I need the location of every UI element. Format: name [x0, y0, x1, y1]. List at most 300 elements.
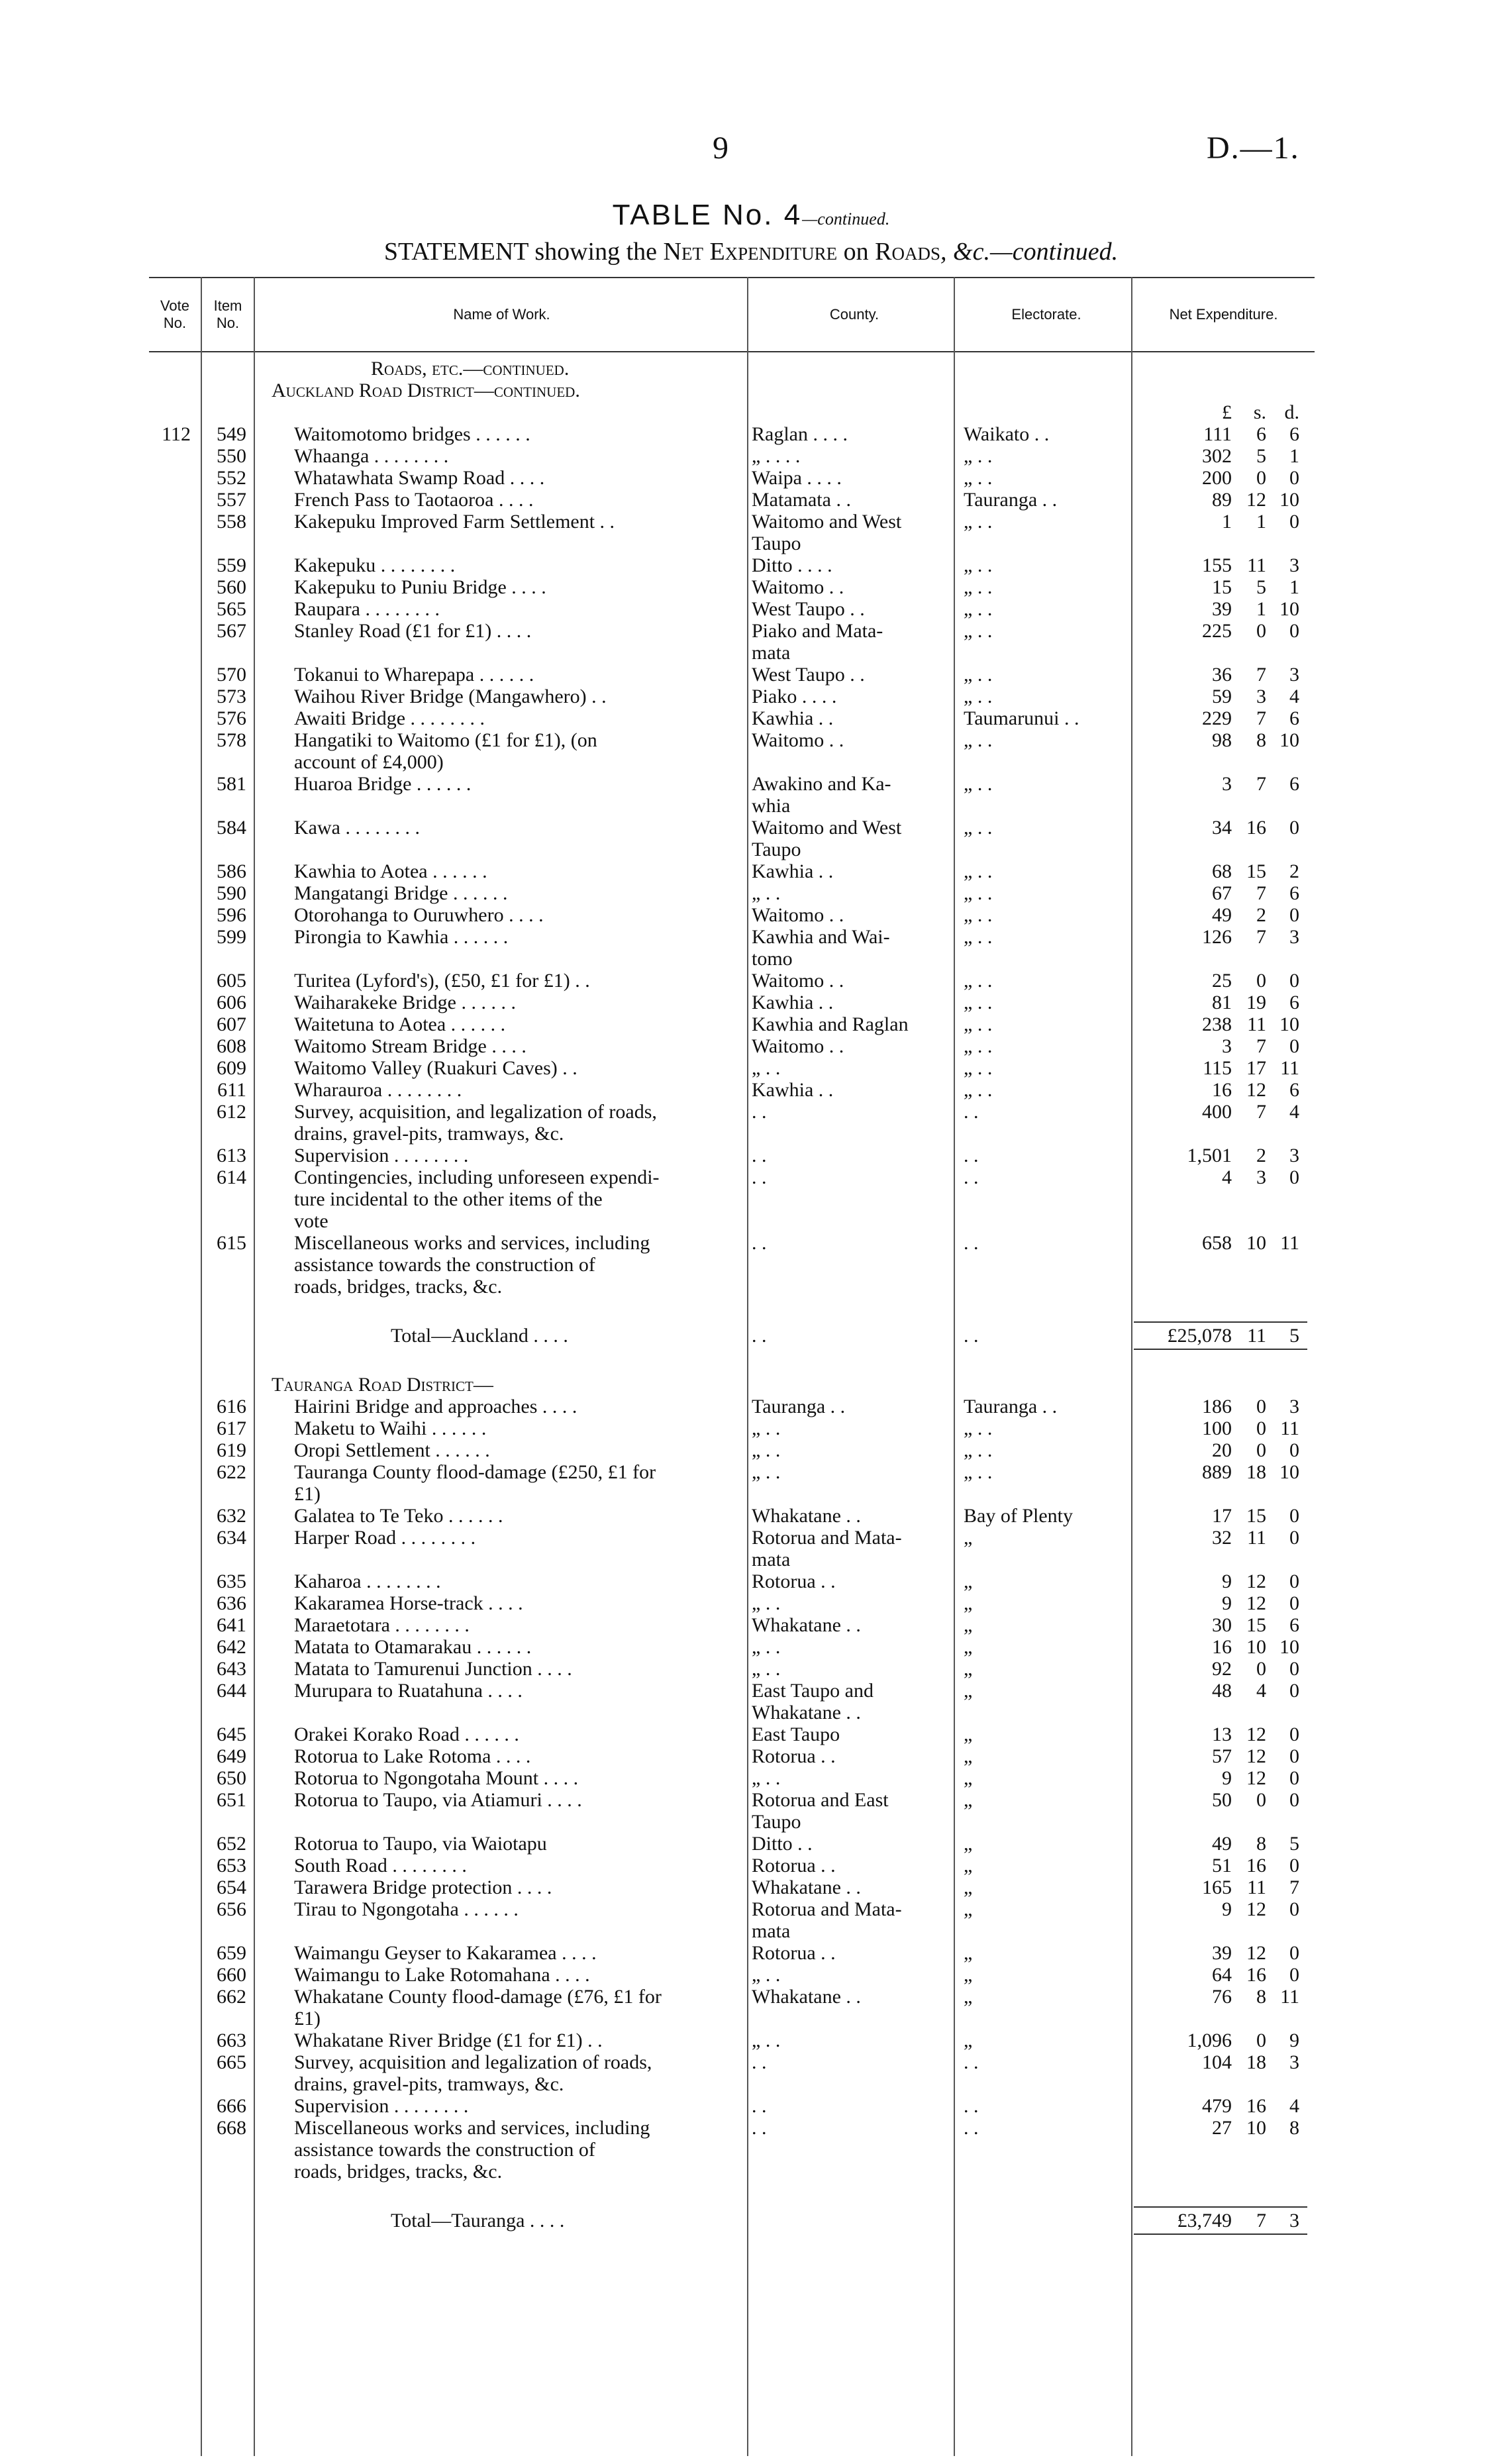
table-row [0, 1570, 1502, 1592]
item-number: 557 [217, 489, 246, 511]
pounds-cell: 34 [1212, 817, 1232, 839]
county-cell: Waitomo . . [752, 1035, 844, 1057]
county-cell: „ . . [752, 1592, 781, 1614]
work-name: Orakei Korako Road . . . . . . [294, 1723, 519, 1745]
pounds-cell: 98 [1212, 729, 1232, 751]
pounds-cell: 9 [1222, 1767, 1232, 1789]
table-row [0, 1898, 1502, 1920]
table-row [0, 1188, 1502, 1210]
county-cell: Whakatane . . [752, 1986, 861, 2008]
table-row [0, 882, 1502, 904]
electorate-cell: „ . . [964, 1035, 993, 1057]
pounds-cell: 16 [1212, 1636, 1232, 1658]
item-number: 608 [217, 1035, 246, 1057]
table-row [0, 1276, 1502, 1298]
pence-cell: 8 [1289, 2117, 1299, 2139]
pence-cell: 6 [1289, 707, 1299, 729]
work-name: Rotorua to Ngongotaha Mount . . . . [294, 1767, 579, 1789]
item-number: 578 [217, 729, 246, 751]
pounds-cell: 16 [1212, 1079, 1232, 1101]
item-number: 635 [217, 1570, 246, 1592]
table-row [0, 2117, 1502, 2139]
electorate-cell: „ . . [964, 970, 993, 992]
work-name: Kawhia to Aotea . . . . . . [294, 860, 487, 882]
shillings-cell: 12 [1246, 489, 1266, 511]
item-number: 652 [217, 1833, 246, 1855]
shillings-cell: 3 [1256, 1166, 1266, 1188]
shillings-cell: 0 [1256, 2029, 1266, 2051]
table-body [0, 358, 1502, 2237]
electorate-cell: . . [964, 2095, 979, 2117]
pence-cell: 10 [1279, 729, 1299, 751]
pence-cell: 3 [1289, 554, 1299, 576]
electorate-cell: . . [964, 1145, 979, 1166]
item-number: 581 [217, 773, 246, 795]
electorate-cell: „ [964, 1723, 973, 1745]
table-row [0, 423, 1502, 445]
county-cell: East Taupo and [752, 1680, 874, 1702]
item-number: 649 [217, 1745, 246, 1767]
work-name: Otorohanga to Ouruwhero . . . . [294, 904, 544, 926]
county-cell: Kawhia . . [752, 992, 834, 1013]
electorate-cell: „ [964, 2029, 973, 2051]
pence-cell: 3 [1289, 664, 1299, 686]
item-number: 644 [217, 1680, 246, 1702]
electorate-cell: „ . . [964, 882, 993, 904]
statement-on: on [843, 238, 869, 266]
pounds-cell: 658 [1202, 1232, 1232, 1254]
table-row [0, 467, 1502, 489]
shillings-cell: 12 [1246, 1745, 1266, 1767]
county-cell: Waitomo . . [752, 729, 844, 751]
county-cell: . . [752, 1166, 767, 1188]
electorate-cell: „ . . [964, 1013, 993, 1035]
item-number: 622 [217, 1461, 246, 1483]
header-name-of-work: Name of Work. [453, 306, 550, 323]
work-name: Matata to Tamurenui Junction . . . . [294, 1658, 572, 1680]
pounds-cell: 49 [1212, 1833, 1232, 1855]
item-number: 663 [217, 2029, 246, 2051]
shillings-cell: 8 [1256, 1986, 1266, 2008]
work-name: Maketu to Waihi . . . . . . [294, 1417, 487, 1439]
pounds-cell: 126 [1202, 926, 1232, 948]
table-row [0, 1166, 1502, 1188]
pounds-cell: 32 [1212, 1527, 1232, 1549]
table-row [0, 1986, 1502, 2008]
table-row [0, 642, 1502, 664]
pence-cell: 1 [1289, 576, 1299, 598]
pence-cell: 3 [1289, 2051, 1299, 2073]
currency-header-row [0, 401, 1502, 423]
item-number: 634 [217, 1527, 246, 1549]
electorate-cell: „ [964, 1614, 973, 1636]
table-row [0, 620, 1502, 642]
pence-cell: 0 [1289, 1964, 1299, 1986]
table-row [0, 1702, 1502, 1723]
pence-cell: 0 [1289, 511, 1299, 533]
pounds-cell: 9 [1222, 1592, 1232, 1614]
county-cell: Waitomo and West [752, 511, 902, 533]
pence-cell: 4 [1289, 1101, 1299, 1123]
document-reference: D.—1. [1207, 130, 1300, 166]
rule-line [1134, 2233, 1307, 2235]
shillings-cell: 6 [1256, 423, 1266, 445]
work-name: £1) [294, 1483, 321, 1505]
shillings-cell: 0 [1256, 1396, 1266, 1417]
electorate-cell: . . [964, 2051, 979, 2073]
table-row [0, 1505, 1502, 1527]
county-cell: Rotorua and Mata- [752, 1527, 902, 1549]
item-number: 615 [217, 1232, 246, 1254]
item-number: 612 [217, 1101, 246, 1123]
work-name: Mangatangi Bridge . . . . . . [294, 882, 508, 904]
work-name: £1) [294, 2008, 321, 2029]
electorate-cell: Tauranga . . [964, 1396, 1058, 1417]
county-cell: Ditto . . [752, 1833, 813, 1855]
county-cell: Taupo [752, 839, 801, 860]
pounds-cell: 111 [1203, 423, 1232, 445]
work-name: Survey, acquisition and legalization of roads, [294, 2051, 652, 2073]
shillings-cell: 7 [1256, 707, 1266, 729]
county-cell: . . [752, 1232, 767, 1254]
county-cell: . . [752, 2051, 767, 2073]
county-cell: mata [752, 642, 791, 664]
pounds-cell: 165 [1202, 1876, 1232, 1898]
electorate-cell: . . [964, 1166, 979, 1188]
item-number: 616 [217, 1396, 246, 1417]
pounds-cell: 39 [1212, 598, 1232, 620]
pounds-cell: 15 [1212, 576, 1232, 598]
table-row [0, 1549, 1502, 1570]
table-row [0, 1417, 1502, 1439]
county-cell: Whakatane . . [752, 1702, 861, 1723]
work-name: Maraetotara . . . . . . . . [294, 1614, 470, 1636]
table-row [0, 1396, 1502, 1417]
total-row [0, 1325, 1502, 1347]
work-name: Waitetuna to Aotea . . . . . . [294, 1013, 506, 1035]
pence-cell: 2 [1289, 860, 1299, 882]
pence-cell: 10 [1279, 598, 1299, 620]
item-number: 550 [217, 445, 246, 467]
electorate-cell: „ [964, 1592, 973, 1614]
item-number: 665 [217, 2051, 246, 2073]
shillings-cell: 15 [1246, 1614, 1266, 1636]
county-cell: tomo [752, 948, 793, 970]
shillings-cell: 10 [1246, 1232, 1266, 1254]
shillings-cell: 7 [1256, 1101, 1266, 1123]
pence-cell: 10 [1279, 1013, 1299, 1035]
electorate-cell: „ . . [964, 664, 993, 686]
item-number: 614 [217, 1166, 246, 1188]
county-cell: Raglan . . . . [752, 423, 848, 445]
work-name: Kakepuku . . . . . . . . [294, 554, 456, 576]
table-row [0, 1811, 1502, 1833]
table-row [0, 1942, 1502, 1964]
electorate-cell: „ . . [964, 1461, 993, 1483]
county-cell: whia [752, 795, 791, 817]
work-name: Tokanui to Wharepapa . . . . . . [294, 664, 534, 686]
shillings-cell: 7 [1256, 1035, 1266, 1057]
pence-cell: 0 [1289, 1745, 1299, 1767]
electorate-cell: . . [964, 1232, 979, 1254]
table-row [0, 817, 1502, 839]
pounds-cell: 81 [1212, 992, 1232, 1013]
electorate-cell: Tauranga . . [964, 489, 1058, 511]
pence-cell: 0 [1289, 1592, 1299, 1614]
item-number: 586 [217, 860, 246, 882]
county-cell: Rotorua . . [752, 1570, 836, 1592]
subsection-heading-row [0, 1374, 1502, 1396]
county-cell: Awakino and Ka- [752, 773, 891, 795]
county-cell: mata [752, 1549, 791, 1570]
pence-cell: 0 [1289, 1789, 1299, 1811]
shillings-cell: 16 [1246, 817, 1266, 839]
header-item-no: Item No. [213, 297, 242, 331]
table-row [0, 860, 1502, 882]
county-cell: „ . . [752, 882, 781, 904]
pounds-cell: 889 [1202, 1461, 1232, 1483]
table-row [0, 445, 1502, 467]
shillings-cell: 0 [1256, 1439, 1266, 1461]
pounds-cell: 57 [1212, 1745, 1232, 1767]
work-name: Turitea (Lyford's), (£50, £1 for £1) . . [294, 970, 590, 992]
table-row [0, 2029, 1502, 2051]
page-number: 9 [713, 130, 728, 166]
county-cell: Ditto . . . . [752, 554, 832, 576]
table-row [0, 1123, 1502, 1145]
work-name: Waitomo Stream Bridge . . . . [294, 1035, 526, 1057]
electorate-cell: „ [964, 1658, 973, 1680]
header-electorate: Electorate. [1011, 306, 1081, 323]
table-title-main: TABLE No. 4 [612, 199, 803, 231]
table-row [0, 1210, 1502, 1232]
shillings-cell: 18 [1246, 1461, 1266, 1483]
table-row [0, 664, 1502, 686]
table-row [0, 1680, 1502, 1702]
electorate-cell: „ . . [964, 926, 993, 948]
item-number: 607 [217, 1013, 246, 1035]
table-header [149, 277, 1315, 352]
pounds-cell: 36 [1212, 664, 1232, 686]
item-number: 642 [217, 1636, 246, 1658]
electorate-cell: „ . . [964, 1079, 993, 1101]
pence-cell: 1 [1289, 445, 1299, 467]
shillings-cell: 12 [1246, 1942, 1266, 1964]
table-row [0, 729, 1502, 751]
header-net-expenditure: Net Expenditure. [1169, 306, 1278, 323]
pence-cell: 0 [1289, 817, 1299, 839]
work-name: Contingencies, including unforeseen expendi- [294, 1166, 660, 1188]
table-row [0, 904, 1502, 926]
pounds-cell: £25,078 [1167, 1325, 1232, 1347]
table-row [0, 1483, 1502, 1505]
pence-cell: 0 [1289, 1898, 1299, 1920]
pence-cell: 3 [1289, 2210, 1299, 2232]
county-cell: Waipa . . . . [752, 467, 842, 489]
table-row [0, 1855, 1502, 1876]
total-rule [0, 2232, 1502, 2237]
work-name: Waihou River Bridge (Mangawhero) . . [294, 686, 607, 707]
table-row [0, 1527, 1502, 1549]
shillings-cell: 11 [1247, 1527, 1266, 1549]
item-number: 567 [217, 620, 246, 642]
pounds-cell: 9 [1222, 1898, 1232, 1920]
table-row [0, 511, 1502, 533]
pence-cell: 11 [1280, 1417, 1299, 1439]
shillings-cell: 3 [1256, 686, 1266, 707]
pence-cell: 0 [1289, 1658, 1299, 1680]
county-cell: „ . . [752, 1417, 781, 1439]
pence-cell: 5 [1289, 1833, 1299, 1855]
county-cell: Kawhia . . [752, 1079, 834, 1101]
statement-suffix: , &c.—continued. [940, 238, 1119, 266]
item-number: 636 [217, 1592, 246, 1614]
county-cell: Rotorua and East [752, 1789, 889, 1811]
section-heading: Roads, etc.—continued. [371, 358, 570, 380]
item-number: 609 [217, 1057, 246, 1079]
item-number: 576 [217, 707, 246, 729]
shillings-cell: 11 [1247, 1876, 1266, 1898]
pounds-cell: 17 [1212, 1505, 1232, 1527]
county-cell: Kawhia and Raglan [752, 1013, 909, 1035]
pounds-cell: 1 [1222, 511, 1232, 533]
shillings-cell: 2 [1256, 904, 1266, 926]
work-name: Waitomo Valley (Ruakuri Caves) . . [294, 1057, 577, 1079]
electorate-cell: „ . . [964, 620, 993, 642]
shillings-cell: 7 [1256, 926, 1266, 948]
pounds-cell: 25 [1212, 970, 1232, 992]
item-number: 560 [217, 576, 246, 598]
subsection-heading: Auckland Road District—continued. [272, 380, 580, 401]
pounds-cell: 51 [1212, 1855, 1232, 1876]
table-row [0, 1636, 1502, 1658]
table-row [0, 2051, 1502, 2073]
work-name: vote [294, 1210, 328, 1232]
work-name: Huaroa Bridge . . . . . . [294, 773, 472, 795]
pounds-cell: 49 [1212, 904, 1232, 926]
shillings-cell: 11 [1247, 554, 1266, 576]
electorate-cell: „ . . [964, 576, 993, 598]
work-name: Total—Tauranga . . . . [391, 2210, 565, 2232]
table-row [0, 1876, 1502, 1898]
item-number: 654 [217, 1876, 246, 1898]
pounds-cell: 68 [1212, 860, 1232, 882]
work-name: Rotorua to Lake Rotoma . . . . [294, 1745, 531, 1767]
pence-cell: 10 [1279, 1636, 1299, 1658]
work-name: Survey, acquisition, and legalization of roads, [294, 1101, 657, 1123]
county-cell: „ . . [752, 1636, 781, 1658]
shillings-cell: 12 [1246, 1723, 1266, 1745]
pounds-cell: 59 [1212, 686, 1232, 707]
pounds-cell: 238 [1202, 1013, 1232, 1035]
electorate-cell: „ . . [964, 1439, 993, 1461]
table-row [0, 795, 1502, 817]
rule-line [1134, 1321, 1307, 1323]
table-row [0, 2095, 1502, 2117]
shillings-cell: 19 [1246, 992, 1266, 1013]
county-cell: Kawhia . . [752, 707, 834, 729]
table-row [0, 1232, 1502, 1254]
shillings-cell: 0 [1256, 1658, 1266, 1680]
county-cell: Matamata . . [752, 489, 851, 511]
county-cell: Kawhia and Wai- [752, 926, 890, 948]
pounds-cell: 479 [1202, 2095, 1232, 2117]
pence-cell: 0 [1289, 1505, 1299, 1527]
pounds-cell: 4 [1222, 1166, 1232, 1188]
pence-cell: 3 [1289, 926, 1299, 948]
item-number: 662 [217, 1986, 246, 2008]
pence-cell: 0 [1289, 1166, 1299, 1188]
county-cell: Waitomo . . [752, 576, 844, 598]
item-number: 605 [217, 970, 246, 992]
work-name: assistance towards the construction of [294, 1254, 595, 1276]
electorate-cell: „ [964, 1876, 973, 1898]
item-number: 660 [217, 1964, 246, 1986]
subsection-heading-row [0, 380, 1502, 401]
pounds-cell: 1,096 [1187, 2029, 1232, 2051]
shillings-cell: 7 [1256, 882, 1266, 904]
shillings-cell: 11 [1247, 1325, 1266, 1347]
shillings-cell: 0 [1256, 1789, 1266, 1811]
electorate-cell: „ [964, 1855, 973, 1876]
pounds-cell: 186 [1202, 1396, 1232, 1417]
pounds-cell: 200 [1202, 467, 1232, 489]
vote-number: 112 [162, 423, 191, 445]
work-name: Tirau to Ngongotaha . . . . . . [294, 1898, 519, 1920]
work-name: Hangatiki to Waitomo (£1 for £1), (on [294, 729, 597, 751]
item-number: 584 [217, 817, 246, 839]
work-name: Wharauroa . . . . . . . . [294, 1079, 462, 1101]
table-row [0, 2161, 1502, 2182]
pence-cell: 6 [1289, 992, 1299, 1013]
pence-cell: 0 [1289, 1942, 1299, 1964]
table-row [0, 839, 1502, 860]
total-rule [0, 2204, 1502, 2210]
pounds-cell: 3 [1222, 773, 1232, 795]
electorate-cell: „ . . [964, 1057, 993, 1079]
header-vote-no: Vote No. [160, 297, 190, 331]
table-row [0, 1920, 1502, 1942]
electorate-cell: „ . . [964, 445, 993, 467]
county-cell: „ . . [752, 1658, 781, 1680]
table-row [0, 1439, 1502, 1461]
county-cell: „ . . [752, 1767, 781, 1789]
pounds-cell: 76 [1212, 1986, 1232, 2008]
work-name: Supervision . . . . . . . . [294, 2095, 469, 2117]
table-row [0, 1789, 1502, 1811]
currency-shillings: s. [1253, 401, 1266, 423]
county-cell: West Taupo . . [752, 664, 865, 686]
shillings-cell: 18 [1246, 2051, 1266, 2073]
table-row [0, 1767, 1502, 1789]
electorate-cell: „ . . [964, 686, 993, 707]
table-row [0, 1614, 1502, 1636]
work-name: Supervision . . . . . . . . [294, 1145, 469, 1166]
rule-line [1134, 1349, 1307, 1350]
electorate-cell: Bay of Plenty [964, 1505, 1073, 1527]
pounds-cell: 50 [1212, 1789, 1232, 1811]
electorate-cell: „ [964, 1527, 973, 1549]
electorate-cell: „ [964, 1964, 973, 1986]
shillings-cell: 5 [1256, 576, 1266, 598]
work-name: Rotorua to Taupo, via Atiamuri . . . . [294, 1789, 582, 1811]
table-row [0, 1057, 1502, 1079]
work-name: Kakepuku to Puniu Bridge . . . . [294, 576, 546, 598]
pounds-cell: 229 [1202, 707, 1232, 729]
work-name: Kakaramea Horse-track . . . . [294, 1592, 523, 1614]
county-cell: Rotorua . . [752, 1942, 836, 1964]
county-cell: Whakatane . . [752, 1614, 861, 1636]
